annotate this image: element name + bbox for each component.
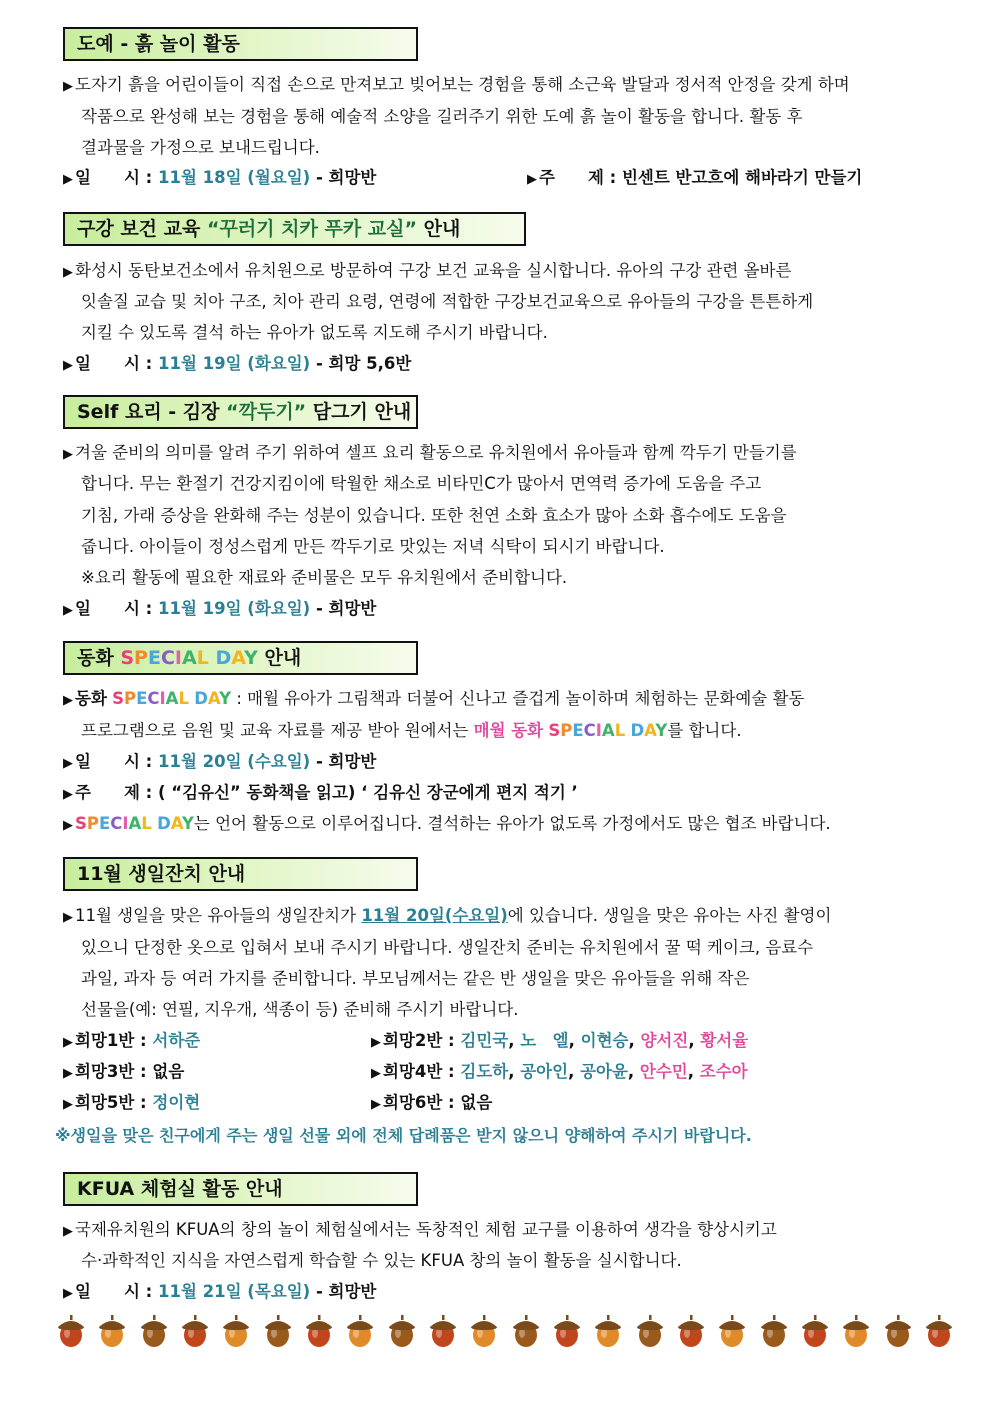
acorn-icon — [262, 1313, 294, 1349]
arrow-icon: ▶ — [63, 1066, 73, 1081]
acorn-icon — [344, 1313, 376, 1349]
arrow-icon: ▶ — [527, 172, 537, 187]
arrow-icon: ▶ — [371, 1097, 381, 1112]
kfua-date: 11월 21일 (목요일) — [157, 1282, 311, 1301]
acorn-icon — [923, 1313, 955, 1349]
oral-date-line: ▶ 일 시 : 11월 19일 (화요일) - 희망 5,6반 — [63, 354, 412, 373]
arrow-icon: ▶ — [63, 172, 73, 187]
section-title-pottery: 도예 - 흙 놀이 활동 — [63, 27, 418, 61]
acorn-icon — [840, 1313, 872, 1349]
day-rainbow: DAY — [215, 647, 258, 669]
acorn-icon — [882, 1313, 914, 1349]
arrow-icon: ▶ — [63, 787, 73, 802]
story-para-3: ▶ SPECIAL DAY는 언어 활동으로 이루어집니다. 결석하는 유아가 없도록 가정에서도 많은 협조 바랍니다. — [63, 814, 831, 833]
cooking-note: ※요리 활동에 필요한 재료와 준비물은 모두 유치원에서 준비합니다. — [81, 568, 568, 587]
birthday-date: 11월 20일(수요일) — [361, 906, 508, 925]
class-4-birthdays: ▶ 희망4반 : 김도하, 공아인, 공아윤, 안수민, 조수아 — [371, 1062, 748, 1081]
story-date-line: ▶ 일 시 : 11월 20일 (수요일) - 희망반 — [63, 752, 377, 771]
acorn-icon — [716, 1313, 748, 1349]
birthday-gift-note: ※생일을 맞은 친구에게 주는 생일 선물 외에 전체 답례품은 받지 않으니 양해하여 주시기 바랍니다. — [55, 1126, 752, 1145]
acorn-border — [55, 1313, 955, 1353]
acorn-icon — [220, 1313, 252, 1349]
class-1-birthdays: ▶ 희망1반 : 서하준 — [63, 1031, 201, 1050]
birthday-para-1: ▶ 11월 생일을 맞은 유아들의 생일잔치가 11월 20일(수요일)에 있습니다. 생일을 맞은 유아는 사진 촬영이 — [63, 906, 832, 925]
cooking-date: 11월 19일 (화요일) — [157, 599, 311, 618]
birthday-para-4: 선물을(예: 연필, 지우개, 색종이 등) 준비해 주시기 바랍니다. — [81, 1000, 519, 1019]
class-6-birthdays: ▶ 희망6반 : 없음 — [371, 1093, 493, 1112]
arrow-icon: ▶ — [63, 910, 73, 925]
pottery-date-line: ▶ 일 시 : 11월 18일 (월요일) - 희망반 — [63, 168, 377, 187]
section-title-story-special-day: 동화 SPECIAL DAY 안내 — [63, 641, 418, 675]
pottery-date: 11월 18일 (월요일) — [157, 168, 311, 187]
arrow-icon: ▶ — [371, 1035, 381, 1050]
acorn-icon — [468, 1313, 500, 1349]
acorn-icon — [138, 1313, 170, 1349]
kfua-para-1: ▶ 국제유치원의 KFUA의 창의 놀이 체험실에서는 독창적인 체험 교구를 이용하여 생각을 향상시키고 — [63, 1220, 777, 1239]
acorn-icon — [675, 1313, 707, 1349]
arrow-icon: ▶ — [63, 603, 73, 618]
acorn-icon — [55, 1313, 87, 1349]
acorn-icon — [179, 1313, 211, 1349]
class-3-birthdays: ▶ 희망3반 : 없음 — [63, 1062, 185, 1081]
story-para-2: 프로그램으로 음원 및 교육 자료를 제공 받아 원에서는 매월 동화 SPECIAL DAY를 합니다. — [81, 721, 742, 740]
cooking-para-2: 합니다. 무는 환절기 건강지킴이에 탁월한 채소로 비타민C가 많아서 면역력 증가에 도움을 주고 — [81, 474, 762, 493]
arrow-icon: ▶ — [63, 358, 73, 373]
section-title-kfua: KFUA 체험실 활동 안내 — [63, 1172, 418, 1206]
oral-para-1: ▶ 화성시 동탄보건소에서 유치원으로 방문하여 구강 보건 교육을 실시합니다. 유아의 구강 관련 올바른 — [63, 261, 792, 280]
birthday-para-2: 있으니 단정한 옷으로 입혀서 보내 주시기 바랍니다. 생일잔치 준비는 유치원에서 꿀 떡 케이크, 음료수 — [81, 938, 814, 957]
class-5-birthdays: ▶ 희망5반 : 정이현 — [63, 1093, 201, 1112]
acorn-icon — [799, 1313, 831, 1349]
kfua-date-line: ▶ 일 시 : 11월 21일 (목요일) - 희망반 — [63, 1282, 377, 1301]
pottery-para-3: 결과물을 가정으로 보내드립니다. — [81, 138, 320, 157]
pottery-para-2: 작품으로 완성해 보는 경험을 통해 예술적 소양을 길러주기 위한 도예 흙 놀이 활동을 합니다. 활동 후 — [81, 107, 803, 126]
cooking-date-line: ▶ 일 시 : 11월 19일 (화요일) - 희망반 — [63, 599, 377, 618]
arrow-icon: ▶ — [63, 265, 73, 280]
section-title-birthday: 11월 생일잔치 안내 — [63, 857, 418, 891]
oral-para-2: 잇솔질 교습 및 치아 구조, 치아 관리 요령, 연령에 적합한 구강보건교육으로 유아들의 구강을 튼튼하게 — [81, 292, 814, 311]
cooking-para-1: ▶ 겨울 준비의 의미를 알려 주기 위하여 셀프 요리 활동으로 유치원에서 유아들과 함께 깍두기 만들기를 — [63, 443, 797, 462]
special-rainbow: SPECIAL — [120, 647, 209, 669]
arrow-icon: ▶ — [371, 1066, 381, 1081]
acorn-icon — [592, 1313, 624, 1349]
oral-para-3: 지킬 수 있도록 결석 하는 유아가 없도록 지도해 주시기 바랍니다. — [81, 323, 548, 342]
story-para-1: ▶ 동화 SPECIAL DAY : 매월 유아가 그림책과 더불어 신나고 즐겁게 놀이하며 체험하는 문화예술 활동 — [63, 689, 805, 708]
cooking-para-4: 줍니다. 아이들이 정성스럽게 만든 깍두기로 맛있는 저녁 식탁이 되시기 바랍니다. — [81, 537, 665, 556]
acorn-icon — [551, 1313, 583, 1349]
arrow-icon: ▶ — [63, 1097, 73, 1112]
arrow-icon: ▶ — [63, 1035, 73, 1050]
acorn-icon — [758, 1313, 790, 1349]
section-title-self-cooking: Self 요리 - 김장 “깍두기” 담그기 안내 — [63, 395, 418, 429]
birthday-para-3: 과일, 과자 등 여러 가지를 준비합니다. 부모님께서는 같은 반 생일을 맞은 유아들을 위해 작은 — [81, 969, 750, 988]
story-date: 11월 20일 (수요일) — [157, 752, 311, 771]
acorn-icon — [427, 1313, 459, 1349]
class-2-birthdays: ▶ 희망2반 : 김민국, 노 엘, 이현승, 양서진, 황서율 — [371, 1031, 749, 1050]
section-title-oral-health: 구강 보건 교육 “꾸러기 치카 푸카 교실” 안내 — [63, 212, 526, 246]
acorn-icon — [510, 1313, 542, 1349]
acorn-icon — [386, 1313, 418, 1349]
oral-date: 11월 19일 (화요일) — [157, 354, 311, 373]
acorn-icon — [634, 1313, 666, 1349]
pottery-para-1: ▶ 도자기 흙을 어린이들이 직접 손으로 만져보고 빚어보는 경험을 통해 소근육 발달과 정서적 안정을 갖게 하며 — [63, 75, 850, 94]
arrow-icon: ▶ — [63, 447, 73, 462]
story-theme-line: ▶ 주 제 : ( “김유신” 동화책을 읽고) ‘ 김유신 장군에게 편지 적기 ’ — [63, 783, 578, 802]
acorn-icon — [303, 1313, 335, 1349]
arrow-icon: ▶ — [63, 818, 73, 833]
arrow-icon: ▶ — [63, 1224, 73, 1239]
arrow-icon: ▶ — [63, 1286, 73, 1301]
kfua-para-2: 수·과학적인 지식을 자연스럽게 학습할 수 있는 KFUA 창의 놀이 활동을 실시합니다. — [81, 1251, 682, 1270]
arrow-icon: ▶ — [63, 693, 73, 708]
arrow-icon: ▶ — [63, 79, 73, 94]
acorn-icon — [96, 1313, 128, 1349]
cooking-para-3: 기침, 가래 증상을 완화해 주는 성분이 있습니다. 또한 천연 소화 효소가 많아 소화 흡수에도 도움을 — [81, 506, 787, 525]
arrow-icon: ▶ — [63, 756, 73, 771]
pottery-theme-line: ▶ 주 제 : 빈센트 반고흐에 해바라기 만들기 — [527, 168, 863, 187]
